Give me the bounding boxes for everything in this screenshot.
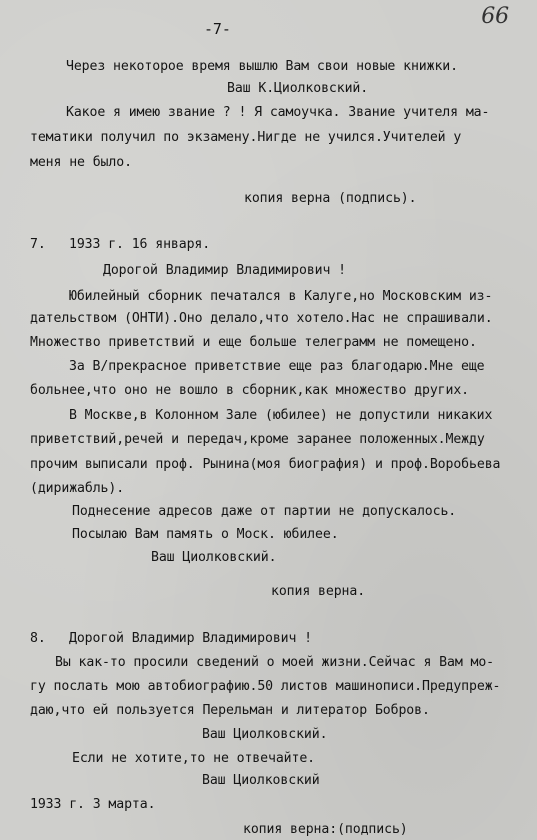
text-line: приветствий,речей и передач,кроме заранее положенных.Между: [30, 432, 485, 447]
text-line: даю,что ей пользуется Перельман и литератор Бобров.: [30, 703, 430, 718]
text-line: Поднесение адресов даже от партии не допускалось.: [72, 504, 457, 519]
text-line: Посылаю Вам память о Моск. юбилее.: [72, 527, 339, 542]
letter-date: 1933 г. 16 января.: [69, 237, 211, 252]
text-line: За В/прекрасное приветствие еще раз благодарю.Мне еще: [69, 359, 485, 374]
signature-line: Ваш Циолковский.: [202, 727, 328, 742]
greeting: Дорогой Владимир Владимирович !: [103, 263, 347, 278]
letter-number: 7.: [30, 237, 46, 252]
text-line: Вы как-то просили сведений о моей жизни.Сейчас я Вам мо-: [55, 655, 495, 670]
text-line: гу послать мою автобиографию.50 листов машинописи.Предупреж-: [30, 679, 501, 694]
signature-line: Ваш Циолковский: [202, 773, 320, 788]
copy-note: копия верна (подпись).: [244, 191, 417, 206]
text-line: дательством (ОНТИ).Оно делало,что хотело.Нас не спрашивали.: [30, 311, 493, 326]
text-line: больнее,что оно не вошло в сборник,как множество других.: [30, 383, 470, 398]
copy-note: копия верна.: [271, 584, 366, 599]
text-line: Множество приветствий и еще больше телеграмм не помещено.: [30, 335, 477, 350]
sheet-number: 66: [481, 4, 509, 29]
text-line: Через некоторое время вышлю Вам свои новые книжки.: [66, 59, 458, 74]
greeting: Дорогой Владимир Владимирович !: [69, 631, 313, 646]
text-line: прочим выписали проф. Рынина(моя биография) и проф.Воробьева: [30, 457, 501, 472]
copy-note: копия верна:(подпись): [243, 822, 408, 837]
letter-date: 1933 г. 3 марта.: [30, 797, 156, 812]
text-line: (дирижабль).: [30, 481, 125, 496]
text-line: Если не хотите,то не отвечайте.: [72, 751, 316, 766]
text-line: тематики получил по экзамену.Нигде не учился.Учителей у: [30, 130, 462, 145]
text-line: Юбилейный сборник печатался в Калуге,но Московским из-: [69, 289, 493, 304]
signature-line: Ваш К.Циолковский.: [227, 81, 369, 96]
page-number: -7-: [204, 20, 231, 38]
text-line: меня не было.: [30, 155, 132, 170]
text-line: В Москве,в Колонном Зале (юбилее) не допустили никаких: [69, 408, 493, 423]
letter-number: 8.: [30, 631, 46, 646]
signature-line: Ваш Циолковский.: [151, 550, 277, 565]
text-line: Какое я имею звание ? ! Я самоучка. Звание учителя ма-: [66, 105, 490, 120]
